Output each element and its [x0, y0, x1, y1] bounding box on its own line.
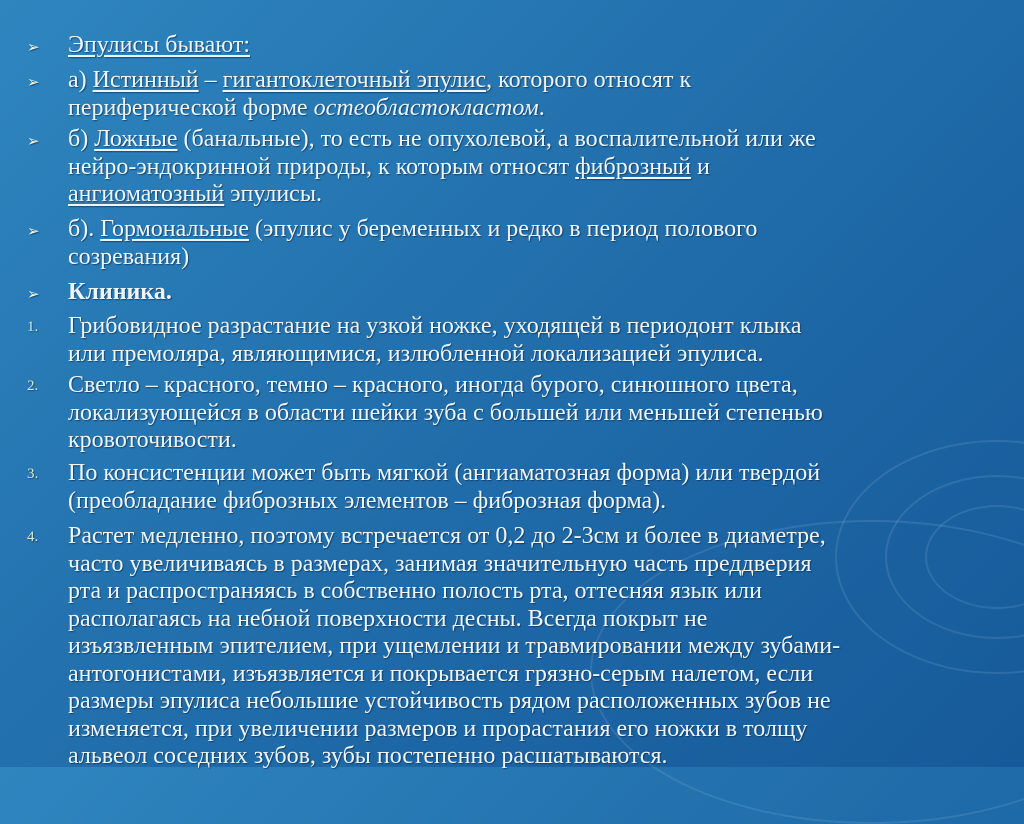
types-heading: Эпулисы бывают:	[68, 32, 251, 58]
list-item-types-heading	[68, 32, 998, 60]
list-item-clinic-1: Грибовидное разрастание на узкой ножке, уходящей в периодонт клыка или премоляра, являющимися, излюбленной локализацией эпулиса.	[68, 313, 802, 367]
term-fibrous: фиброзный	[575, 153, 692, 180]
arrow-bullet-icon: ➢	[27, 132, 40, 150]
list-number: 3.	[27, 466, 39, 482]
list-item-clinic-2: Светло – красного, темно – красного, иногда бурого, синюшного цвета, локализующейся в области шейки зуба с большей или меньшей степенью кровоточивости.	[68, 372, 823, 453]
arrow-bullet-icon: ➢	[27, 285, 40, 303]
term-giant-cell: гигантоклеточный эпулис	[222, 67, 487, 93]
list-number: 2.	[27, 378, 39, 394]
term-osteoblastoclastoma: остеобластокластом	[313, 94, 539, 121]
clinic-heading: Клиника.	[68, 279, 172, 305]
list-item-clinic-heading	[68, 279, 998, 307]
list-item-hormonal-epulis: б). Гормональные (эпулис у беременных и редко в период полового созревания)	[68, 216, 758, 270]
list-item-clinic-3: По консистенции может быть мягкой (ангиаматозная форма) или твердой (преобладание фиброзных элементов – фиброзная форма).	[68, 460, 821, 514]
list-number: 4.	[27, 529, 39, 545]
list-item-clinic-4: Растет медленно, поэтому встречается от 0,2 до 2-3см и более в диаметре, часто увеличиваясь в размерах, занимая значительную часть преддверия рта и распространяясь в собственно полость рта, оттесняя язык или располагаясь на небной поверхности десны. Всегда покрыт не изъязвленным эпителием, при ущемлении и травмировании между зубами- антогонистами, изъязвляется и покрывается грязно-серым налетом, если размеры эпулиса небольшие устойчивость рядом расположенных зубов не изменяется, при увеличении размеров и прорастания его ножки в толщу альвеол соседних зубов, зубы постепенно расшатываются.	[68, 523, 841, 769]
term-false: Ложные	[94, 126, 178, 152]
arrow-bullet-icon: ➢	[27, 73, 40, 91]
list-item-false-epulis: б) Ложные (банальные), то есть не опухолевой, а воспалительной или же нейро-эндокринной природы, к которым относят фиброзный и ангиоматозный эпулисы.	[68, 126, 816, 207]
arrow-bullet-icon: ➢	[27, 38, 40, 56]
term-true: Истинный	[92, 67, 199, 93]
list-item-true-epulis: а) Истинный – гигантоклеточный эпулис, которого относят к периферической форме остеобластокластом.	[68, 67, 692, 121]
list-number: 1.	[27, 319, 39, 335]
term-angiomatous: ангиоматозный	[68, 181, 225, 207]
arrow-bullet-icon: ➢	[27, 222, 40, 240]
term-hormonal: Гормональные	[100, 216, 250, 242]
